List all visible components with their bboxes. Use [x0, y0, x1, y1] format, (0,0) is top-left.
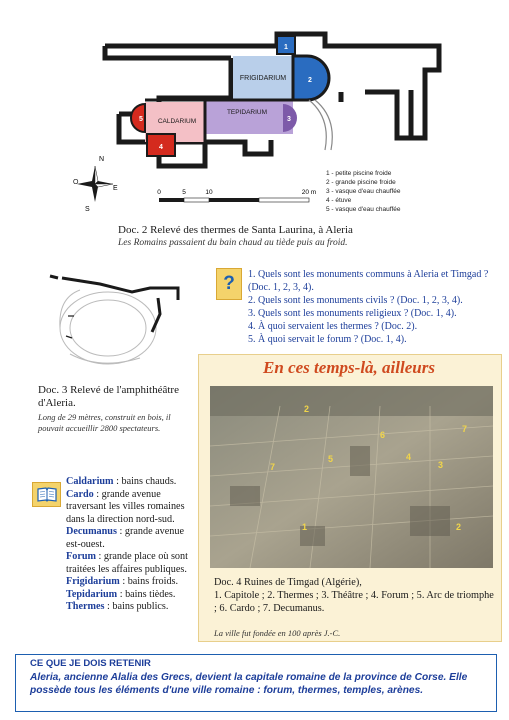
glossary-def: : grande avenue est-ouest. [66, 526, 184, 550]
scale-bar [159, 198, 309, 202]
room-label-frigidarium: FRIGIDARIUM [239, 75, 287, 82]
question-item: 2. Quels sont les monuments civils ? (Doc. 1, 2, 3, 4). [248, 295, 463, 306]
photo-label-5: 5 [328, 454, 334, 464]
marker-5: 5 [139, 116, 143, 123]
photo-label-7: 7 [270, 462, 276, 472]
question-icon: ? [216, 268, 242, 300]
photo-label-6: 6 [380, 430, 386, 440]
question-item: 3. Quels sont les monuments religieux ? (Doc. 1, 4). [248, 308, 457, 319]
compass-rose-icon [77, 166, 113, 202]
compass-e: E [113, 185, 118, 192]
photo-label-1: 1 [302, 522, 308, 532]
glossary-def: : bains tièdes. [117, 588, 176, 600]
glossary-def: : grande avenue traversant les villes romaines dans la direction nord-sud. [66, 488, 185, 525]
glossary-entry [66, 526, 201, 551]
photo-label-3: 3 [438, 460, 444, 470]
questions-list [248, 268, 498, 346]
glossary-entry [66, 476, 201, 489]
photo-label-4: 4 [406, 452, 412, 462]
book-icon [32, 482, 61, 507]
room-label-tepidarium: TEPIDARIUM [226, 109, 268, 116]
glossary-entry [66, 576, 201, 589]
marker-2: 2 [308, 77, 312, 84]
doc2-subcaption: Les Romains passaient du bain chaud au tiède puis au froid. [118, 238, 348, 248]
doc3-subcaption: Long de 29 mètres, construit en bois, il pouvait accueillir 2800 spectateurs. [38, 412, 171, 433]
glossary-def: : grande place où sont traitées les affaires publiques. [66, 551, 188, 575]
legend-item: 4 - étuve [326, 197, 352, 204]
room-label-caldarium: CALDARIUM [157, 118, 197, 125]
scale-tick-10: 10 [205, 189, 213, 196]
marker-4: 4 [159, 144, 163, 151]
scale-tick-5: 5 [182, 189, 186, 196]
glossary-entry [66, 601, 201, 614]
compass-n: N [99, 156, 105, 163]
ailleurs-title: En ces temps-là, ailleurs [263, 358, 435, 377]
doc2-caption: Doc. 2 Relevé des thermes de Santa Laurina, à Aleria [118, 224, 353, 236]
glossary-entry [66, 551, 201, 576]
glossary-entry [66, 589, 201, 602]
doc4-caption [214, 576, 494, 615]
scale-tick-20: 20 m [301, 189, 317, 196]
scale-tick-0: 0 [157, 189, 161, 196]
retenir-title: CE QUE JE DOIS RETENIR [30, 658, 151, 669]
glossary-def: : bains chauds. [113, 476, 177, 487]
glossary-term: Frigidarium [66, 576, 120, 587]
photo-label-2: 2 [304, 404, 310, 414]
question-item: 1. Quels sont les monuments communs à Aleria et Timgad ? (Doc. 1, 2, 3, 4). [248, 269, 489, 293]
compass-o: O [73, 179, 79, 186]
glossary-def: : bains publics. [104, 601, 169, 612]
question-item: 4. À quoi servaient les thermes ? (Doc. 2). [248, 321, 418, 332]
question-item: 5. À quoi servait le forum ? (Doc. 1, 4). [248, 334, 407, 345]
photo-label-7b: 7 [462, 424, 468, 434]
retenir-body: Aleria, ancienne Alalia des Grecs, devient la capitale romaine de la province de Corse. Elle possède tous les éléments d'une ville romaine : forum, thermes, temples, arènes. [30, 672, 468, 696]
glossary [66, 476, 201, 614]
glossary-term: Decumanus [66, 526, 117, 537]
glossary-term: Forum [66, 551, 96, 562]
glossary-term: Tepidarium [66, 588, 118, 600]
glossary-entry [66, 489, 201, 527]
marker-1: 1 [284, 44, 288, 51]
glossary-term: Thermes [66, 601, 105, 612]
doc4-caption-line1: Doc. 4 Ruines de Timgad (Algérie), [214, 577, 362, 588]
legend-item: 3 - vasque d'eau chauffée [326, 188, 401, 195]
photo-label-2b: 2 [456, 522, 462, 532]
plan-legend [326, 169, 456, 214]
glossary-term: Caldarium [66, 476, 114, 487]
doc4-caption-line2: 1. Capitole ; 2. Thermes ; 3. Théâtre ; 4. Forum ; 5. Arc de triomphe ; 6. Cardo ; 7. Decumanus. [214, 590, 494, 614]
legend-item: 5 - vasque d'eau chauffée [326, 206, 401, 213]
legend-item: 2 - grande piscine froide [326, 179, 396, 186]
legend-item: 1 - petite piscine froide [326, 170, 392, 177]
compass-s: S [85, 206, 90, 213]
marker-3: 3 [287, 116, 291, 123]
amphitheatre-plan [40, 258, 190, 380]
doc4-subcaption: La ville fut fondée en 100 après J.-C. [214, 628, 341, 638]
glossary-def: : bains froids. [119, 576, 179, 587]
glossary-term: Cardo [66, 488, 94, 500]
timgad-aerial-photo [210, 386, 493, 568]
doc3-caption: Doc. 3 Relevé de l'amphithéâtre d'Aleria. [38, 384, 179, 409]
